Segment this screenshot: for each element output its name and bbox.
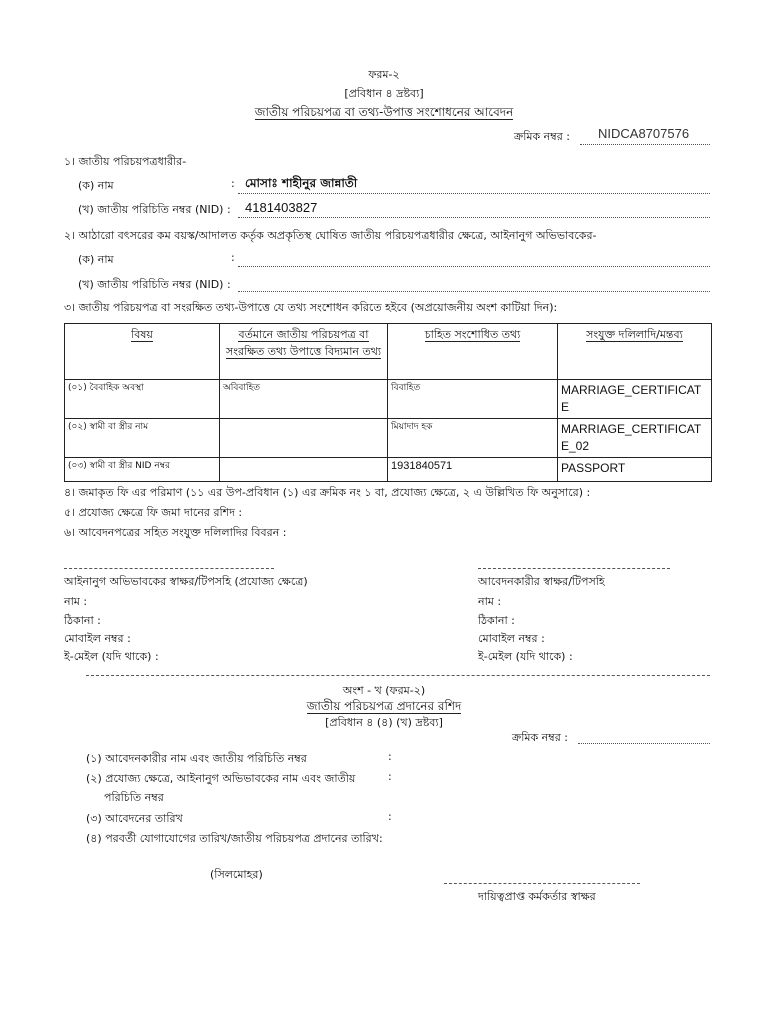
- guardian-sign-mobile: মোবাইল নম্বর :: [64, 632, 131, 645]
- row-document: PASSPORT: [558, 458, 712, 482]
- guardian-name-label: (ক) নাম: [78, 253, 114, 266]
- guardian-signature-title: আইনানুগ অভিভাবকের স্বাক্ষর/টিপসহি (প্রযোজ্য ক্ষেত্রে): [64, 575, 308, 588]
- holder-name-line: [238, 193, 710, 194]
- row-requested: বিবাহিত: [388, 380, 558, 419]
- row-subject: (০২) স্বামী বা স্ত্রীর নাম: [65, 419, 220, 458]
- holder-nid-value: 4181403827: [245, 200, 318, 215]
- correction-table: [64, 323, 712, 482]
- receipt-item-2-cont: পরিচিতি নম্বর: [104, 791, 164, 804]
- applicant-sign-name: নাম :: [478, 595, 502, 608]
- row-current: [220, 458, 388, 482]
- header-subject-text: বিষয়: [131, 328, 153, 341]
- guardian-name-line: [238, 266, 710, 267]
- row-subject: (০১) বৈবাহিক অবস্থা: [65, 380, 220, 419]
- officer-signature-label: দায়িত্বপ্রাপ্ত কর্মকর্তার স্বাক্ষর: [478, 890, 596, 903]
- receipt-item-1-colon: :: [388, 750, 392, 763]
- holder-name-label: (ক) নাম: [78, 179, 114, 192]
- header-subject: [65, 324, 220, 380]
- form-number: ফরম-২: [368, 68, 400, 81]
- row-subject: (০৩) স্বামী বা স্ত্রীর NID নম্বর: [65, 458, 220, 482]
- row-requested: মিয়াদাদ হক: [388, 419, 558, 458]
- header-current: [220, 324, 388, 380]
- receipt-part-label: অংশ - খ (ফরম-২): [342, 684, 426, 697]
- guardian-nid-label: (খ) জাতীয় পরিচিতি নম্বর (NID) :: [78, 278, 231, 291]
- receipt-item-2-colon: :: [388, 770, 392, 783]
- guardian-sign-name: নাম :: [64, 595, 88, 608]
- receipt-item-3-colon: :: [388, 810, 392, 823]
- rule-reference: [প্রবিধান ৪ দ্রষ্টব্য]: [344, 87, 424, 100]
- section6-text: ৬। আবেদনপত্রের সহিত সংযুক্ত দলিলাদির বিবরন :: [64, 526, 287, 539]
- holder-name-value: মোসাঃ শাহীনুর জান্নাতী: [245, 176, 358, 190]
- guardian-signature-line: [64, 568, 274, 569]
- row-document: MARRIAGE_CERTIFICATE_02: [558, 419, 712, 458]
- receipt-serial-label: ক্রমিক নম্বর :: [512, 731, 568, 744]
- holder-nid-line: [238, 217, 710, 218]
- holder-nid-label: (খ) জাতীয় পরিচিতি নম্বর (NID) :: [78, 203, 231, 216]
- header-requested: [388, 324, 558, 380]
- row-document: MARRIAGE_CERTIFICATE: [558, 380, 712, 419]
- receipt-item-1: (১) আবেদনকারীর নাম এবং জাতীয় পরিচিতি নম্বর: [86, 752, 307, 765]
- section3-heading: ৩। জাতীয় পরিচয়পত্র বা সংরক্ষিত তথ্য-উপাত্তে যে তথ্য সংশোধন করিতে হইবে (অপ্রয়োজনীয় অংশ কাটিয়া দিন):: [64, 301, 558, 314]
- applicant-signature-line: [478, 568, 670, 569]
- guardian-name-colon: :: [231, 251, 235, 264]
- row-current: অবিবাহিত: [220, 380, 388, 419]
- table-row: [65, 458, 712, 482]
- receipt-rule-reference: [প্রবিধান ৪ (৪) (খ) দ্রষ্টব্য]: [325, 716, 443, 729]
- applicant-signature-title: আবেদনকারীর স্বাক্ষর/টিপসহি: [478, 575, 605, 588]
- section5-text: ৫। প্রযোজ্য ক্ষেত্রে ফি জমা দানের রশিদ :: [64, 506, 243, 519]
- receipt-title-text: জাতীয় পরিচয়পত্র প্রদানের রশিদ: [306, 699, 462, 713]
- header-current-text: বর্তমানে জাতীয় পরিচয়পত্র বা সংরক্ষিত তথ্য উপাত্তে বিদ্যমান তথ্য: [225, 328, 382, 358]
- receipt-item-4: (৪) পরবর্তী যোগাযোগের তারিখ/জাতীয় পরিচয়পত্র প্রদানের তারিখ:: [86, 832, 383, 845]
- row-current: [220, 419, 388, 458]
- applicant-sign-email: ই-মেইল (যদি থাকে) :: [478, 650, 573, 663]
- section1-heading: ১। জাতীয় পরিচয়পত্রধারীর-: [64, 155, 187, 168]
- section2-heading: ২। আঠারো বৎসরের কম বয়স্ক/আদালত কর্তৃক অপ্রকৃতিস্থ ঘোষিত জাতীয় পরিচয়পত্রধারীর ক্ষেত্রে, আইনানুগ অভিভাবকের-: [64, 229, 597, 242]
- receipt-serial-line: [578, 743, 710, 744]
- receipt-item-3: (৩) আবেদনের তারিখ: [86, 812, 183, 825]
- section4-text: ৪। জমাকৃত ফি এর পরিমাণ (১১ এর উপ-প্রবিধান (১) এর ক্রমিক নং ১ বা, প্রযোজ্য ক্ষেত্রে, ২ এ উল্লিখিত ফি অনুসারে) :: [64, 486, 591, 499]
- form-title: [234, 104, 534, 124]
- header-document-text: সংযুক্ত দলিলাদি/মন্তব্য: [586, 328, 683, 341]
- table-header-row: [65, 324, 712, 380]
- guardian-sign-address: ঠিকানা :: [64, 614, 101, 627]
- serial-value: NIDCA8707576: [598, 126, 690, 141]
- applicant-sign-mobile: মোবাইল নম্বর :: [478, 632, 545, 645]
- applicant-sign-address: ঠিকানা :: [478, 614, 515, 627]
- holder-name-colon: :: [231, 177, 235, 190]
- seal-label: (সিলমোহর): [210, 868, 263, 881]
- form-title-text: জাতীয় পরিচয়পত্র বা তথ্য-উপাত্ত সংশোধনের আবেদন: [254, 105, 514, 119]
- header-document: [558, 324, 712, 380]
- guardian-sign-email: ই-মেইল (যদি থাকে) :: [64, 650, 159, 663]
- table-row: [65, 380, 712, 419]
- serial-dotted-line: [580, 144, 710, 145]
- receipt-item-2: (২) প্রযোজ্য ক্ষেত্রে, আইনানুগ অভিভাবকের নাম এবং জাতীয়: [86, 772, 356, 785]
- row-requested: 1931840571: [388, 458, 558, 482]
- header-requested-text: চাহিত সংশোধিত তথ্য: [424, 328, 521, 341]
- table-row: [65, 419, 712, 458]
- serial-label: ক্রমিক নম্বর :: [514, 130, 570, 143]
- officer-signature-line: [444, 883, 640, 884]
- guardian-nid-line: [238, 291, 710, 292]
- cut-line: [86, 675, 710, 676]
